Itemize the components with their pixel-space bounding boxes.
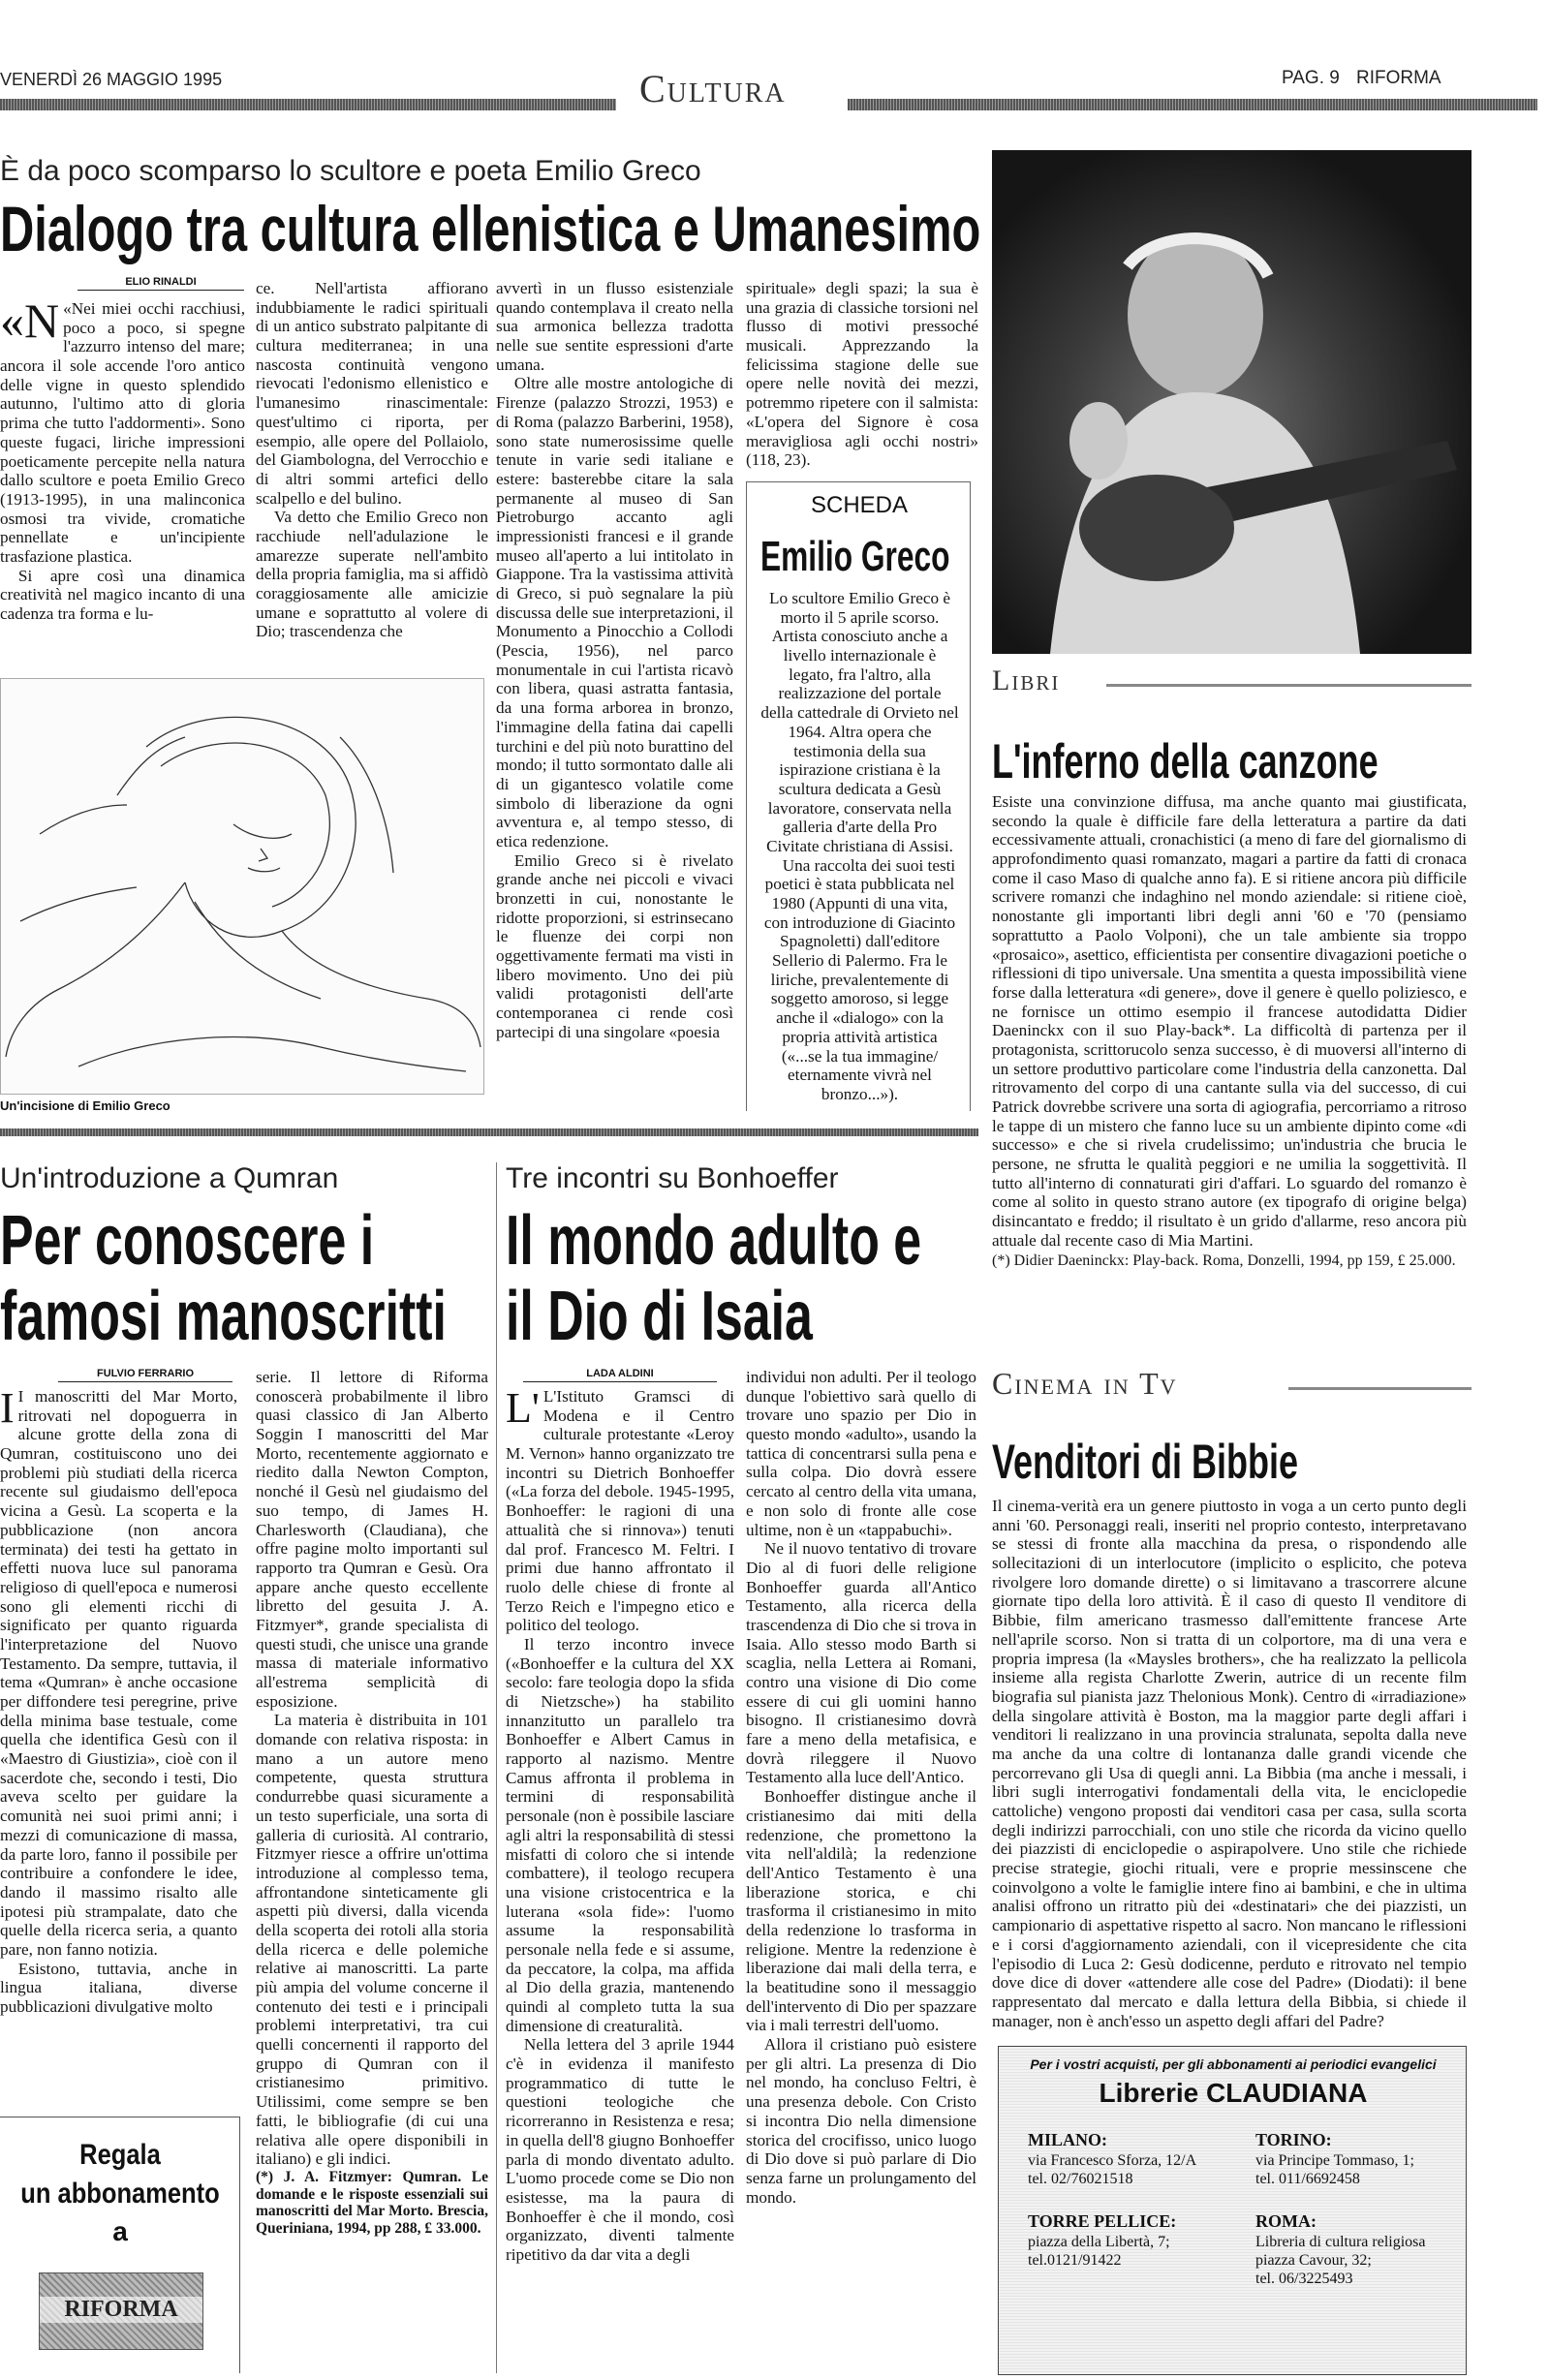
masthead-rule-right: [848, 99, 1537, 110]
riforma-logo-text: RIFORMA: [40, 2297, 202, 2323]
middle-rule: [0, 1128, 978, 1136]
qumran-kicker: Un'introduzione a Qumran: [0, 1162, 339, 1194]
greco-byline: ELIO RINALDI: [77, 276, 244, 291]
riforma-logo: [39, 2272, 203, 2350]
regala-box: [0, 2117, 240, 2373]
cinema-text: Il cinema-verità era un genere piuttosto in voga a un certo punto degli anni '60. Personaggi reali, inseriti nel proprio contesto, interpretavano se stessi di fronte alla macchina da presa, o rispondendo alle sollecitazioni di un interlocutore (implicito o esplicito, che poteva rivolgere loro domande dirette) o si limitavano a trascorrere alcune giornate tipo della loro attività. È il caso di questo Il venditore di Bibbie, film americano trasmesso dall'emittente francese Arte nell'aprile scorso. Non si tratta di un colportore, ma di una vera e propria impresa (la «Maysles brothers», che ha realizzato la pellicola insieme alla regista Charlotte Zwerin, autrice di un recente film biografia sul pianista jazz Thelonious Monk). Centro di «irradiazione» della singolare attività è Boston, ma la maggior parte degli affari i venditori li realizzano in una provincia stralunata, sepolta dalla neve ma anche da una coltre di lontananza dalle grandi vicende che percorrevano gli Usa di quegli anni. La Bibbia (ma anche i messali, i libri sugli interrogativi fondamentali della vita, le enciclopedie cattoliche) vengono proposti dai venditori casa per casa, sulla scorta degli indirizzi parrocchiali, con uno stile che ricorda da vicino quello dei piazzisti di enciclopedie o aspirapolvere. Uno stile che richiede precise strategie, giochi rituali, vere e proprie messinscene che coinvolgono a volte le famiglie intere fino ai bambini, e che in ultima analisi offrono un ritratto più dei «destinatari» che dei piazzisti, un campionario di aspettative rispetto al sacro. Non mancano le riflessioni e i corsi d'aggiornamento aziendali, con il vicepresidente che cita l'episodio di Luca 2: Gesù dodicenne, perduto e ritrovato nel tempio dove dice di dover «attendere alle cose del Padre» (Diodati): il bene rappresentato dal mercato e dalla lettura della Bibbia, si chiede il manager, non è anch'esso un aspetto degli affari del Padre?: [992, 1497, 1467, 2030]
store-address: via Principe Tommaso, 1;: [1255, 2151, 1414, 2169]
store-city: TORRE PELLICE:: [1028, 2211, 1177, 2231]
regala-line-3: a: [112, 2216, 128, 2246]
qumran-title-1: Per conoscere i: [0, 1202, 375, 1280]
regala-line-2: un abbonamento: [20, 2178, 220, 2210]
scheda-title: Emilio Greco: [760, 533, 950, 580]
libri-rule: [1106, 684, 1472, 687]
greco-col-4: spirituale» degli spazi; la sua è una grazia di classiche torsioni nel flusso di motivi pressoché musicali. Apprezzando la felicissima stagione delle sue opere nelle novità dei mezzi, potremmo ripetere con il salmista: «L'opera del Signore è cosa meravigliosa agli occhi nostri» (118, 23).: [746, 279, 978, 470]
scheda-box: [746, 481, 971, 1111]
ad-store-torre-pellice: [1028, 2211, 1246, 2270]
greco-title: Dialogo tra cultura ellenistica e Umanesimo: [0, 193, 981, 264]
qumran-col-1: I I manoscritti del Mar Morto, ritrovati nel dopoguerra in alcune grotte della zona di Qumran, costituiscono uno dei problemi più studiati della ricerca recente sul giudaismo dell'epoca vicina a Gesù. La scoperta e la pubblicazione (non ancora terminata) dei testi ha gettato in effetti nuova luce sul panorama religioso di quell'epoca e numerosi sono gli elementi ricchi di significato per quanto riguarda l'interpretazione del Nuovo Testamento. Da sempre, tuttavia, il tema «Qumran» è anche occasione per diffondere tesi peregrine, prive della minima base testuale, come quella che identifica Gesù con il «Maestro di Giustizia», cioè con il sacerdote che, secondo i testi, Dio aveva scelto per guidare la comunità nei suoi primi anni; i mezzi di comunicazione di massa, da parte loro, fanno il possibile per contribuire a confondere le idee, dando il massimo risalto alle ipotesi più strampalate, dato che quelle della ricerca seria, a quanto pare, non fanno notizia. Esistono, tuttavia, anche in lingua italiana, diverse pubblicazioni divulgative molto: [0, 1384, 237, 2016]
bonhoeffer-col-2: individui non adulti. Per il teologo dunque l'obiettivo sarà quello di trovare uno spazio per Dio in questo mondo «adulto», usando la tattica di concentrarsi sulla pena e sulla colpa. Dio dovrà essere cercato al centro della vita umana, e non solo di fronte alle cose ultime, non è un «tappabuchi». Ne il nuovo tentativo di trovare Dio al di fuori delle religione Bonhoeffer guarda all'Antico Testamento, alla ricerca della trascendenza di Dio che si trova in Isaia. Allo stesso modo Barth si scaglia, nella Lettera ai Romani, contro una visione di Dio come essere di cui gli uomini hanno bisogno. Il cristianesimo dovrà fare a meno della metafisica, e dovrà rileggere il Nuovo Testamento alla luce dell'Antico. Bonhoeffer distingue anche il cristianesimo dai miti della redenzione, che promettono la vita nell'aldilà; la redenzione dell'Antico Testamento è una liberazione storica, e chi trasforma il cristianesimo in mito della redenzione lo trasforma in religione. Mentre la redenzione è liberazione dai mali della terra, e la beatitudine sono il messaggio dell'intervento di Dio per spazzare via i mali terrestri dell'uomo. Allora il cristiano può esistere per gli altri. La presenza di Dio nel mondo, ha concluso Feltri, è una presenza debole. Con Cristo si incontra Dio nella dimensione storica del crocifisso, unico luogo di Dio dove si può parlare di Dio senza farne un prolungamento del mondo.: [746, 1368, 976, 2207]
greco-col-3: avvertì in un flusso esistenziale quando contemplava il creato nella sua armonica bellezza tradotta nelle sue sentite espressioni d'arte umana. Oltre alle mostre antologiche di Firenze (palazzo Strozzi, 1953) e di Roma (palazzo Barberini, 1958), sono state numerosissime quelle tenute in varie sedi italiane e estere: basterebbe citare la sala permanente al museo di San Pietroburgo accanto agli impressionisti francesi e il grande museo all'aperto a lui intitolato in Giappone. Tra la vastissima attività di Greco, si può segnalare la più discussa delle sue interpretazioni, il Monumento a Pinocchio a Collodi (Pescia, 1956), nel parco monumentale in cui l'artista ricavò con libera, quasi astratta fantasia, da una forma arborea in bronzo, l'immagine della fatina dai capelli turchini e del più noto burattino del mondo; il tutto sormontato dalle ali di un gigantesco volatile come simbolo di liberazione da ogni avventura e, al tempo stesso, di etica redenzione. Emilio Greco si è rivelato grande anche nei piccoli e vivaci bronzetti in cui, nonostante le ridotte proporzioni, si estrinsecano le fluenze dei corpi non oggettivamente fermati ma visti in libero movimento. Uno dei più validi protagonisti dell'arte contemporanea ci rende così partecipi di una singolare «poesia: [496, 279, 733, 1041]
masthead: [0, 56, 1549, 114]
cinema-title: Venditori di Bibbie: [992, 1435, 1299, 1489]
dropcap: «N: [0, 294, 60, 348]
ad-store-milano: [1028, 2130, 1231, 2188]
store-address: piazza della Libertà, 7;: [1028, 2233, 1170, 2250]
section-title: Cultura: [639, 67, 787, 110]
store-city: MILANO:: [1028, 2130, 1107, 2149]
store-phone: tel. 011/6692458: [1255, 2170, 1360, 2187]
bonhoeffer-title-1: Il mondo adulto e: [506, 1202, 922, 1280]
libri-text: Esiste una convinzione diffusa, ma anche quanto mai giustificata, secondo la quale è difficile fare della letteratura a partire da dati eccessivamente attuali, cronachistici (a meno di fare del giornalismo di approfondimento quasi romanzato, magari a partire da fatti di cronaca come il caso Maso di qualche anno fa). E si ritiene ancora più difficile scrivere romanzi che indaghino nel mondo aziendale: si ritiene cioè, nonostante gli importanti libri degli anni '60 e '70 (pensiamo soprattutto a Paolo Volponi), che un tale ambiente sia troppo «prosaico», asettico, efficientista per consentire divagazioni poetiche o riflessioni di tipo universale. Una smentita a questa impossibilità viene forse dalla letteratura «di genere», dove il genere è quello poliziesco, e ne fornisce un ottimo esempio il francese autodidatta Didier Daeninckx con il suo Play-back*. La difficoltà di partenza per il protagonista, scrittorucolo senza successo, è di muoversi all'interno di un settore produttivo particolare come l'industria della canzonetta. Dal ritrovamento del corpo di una cantante sulla via del successo, di cui Patrick dovrebbe scrivere una sorta di agiografia, percorriamo a ritroso le tappe di un mistero che fanno luce su un ambiente dipinto come «di successo» e che si rivela crudelissimo; un'industria che brucia le persone, ne sfrutta le qualità peggiori e ne umilia la soggettività. Il tutto all'interno di connaturati giri d'affari. Lo sguardo del romanzo è come al solito in questo strano autore (ex tipografo di origine belga) disincantato e freddo; il risultato è un grido d'allarme, reso ancora più attuale dal recente caso di Mia Martini. (*) Didier Daeninckx: Play-back. Roma, Donzelli, 1994, pp 159, £ 25.000.: [992, 792, 1467, 1269]
store-phone: tel.0121/91422: [1028, 2251, 1122, 2269]
cinema-section-title: Cinema in Tv: [992, 1366, 1178, 1401]
ad-store-torino: [1255, 2130, 1459, 2188]
scheda-label: SCHEDA: [810, 492, 909, 518]
store-city: TORINO:: [1255, 2130, 1332, 2149]
dropcap: I: [0, 1384, 15, 1432]
issue-date: VENERDÌ 26 MAGGIO 1995: [0, 70, 223, 89]
greco-kicker: È da poco scomparso lo scultore e poeta Emilio Greco: [0, 155, 701, 187]
bonhoeffer-kicker: Tre incontri su Bonhoeffer: [506, 1162, 839, 1194]
masthead-rule-left: [0, 99, 616, 110]
bonhoeffer-byline: LADA ALDINI: [523, 1368, 717, 1382]
qumran-byline: FULVIO FERRARIO: [58, 1368, 232, 1382]
ad-store-roma: [1255, 2211, 1459, 2288]
qumran-title-2: famosi manoscritti: [0, 1278, 447, 1355]
dropcap: L': [506, 1384, 540, 1432]
store-phone: tel. 06/3225493: [1255, 2270, 1353, 2287]
store-phone: tel. 02/76021518: [1028, 2170, 1133, 2187]
column-separator: [496, 1162, 497, 2373]
regala-line-1: Regala: [79, 2139, 161, 2171]
bonhoeffer-col-1: L' L'Istituto Gramsci di Modena e il Centro culturale protestante «Leroy M. Vernon» hanno organizzato tre incontri su Dietrich Bonhoeffer («La forza del debole. 1945-1995, Bonhoeffer: le ragioni di una attualità che si rinnova») tenuti dal prof. Francesco M. Feltri. I primi due hanno affrontato il ruolo delle chiese di fronte al Terzo Reich e l'impegno etico e politico del teologo. Il terzo incontro invece («Bonhoeffer e la cultura del XX secolo: fare teologia dopo la sfida di Nietzsche») ha stabilito innanzitutto un parallelo tra Bonhoeffer e Albert Camus in rapporto al nazismo. Mentre Camus affronta il problema in termini di responsabilità personale (non è possibile lasciare agli altri la responsabilità di stessi misfatti di coloro che si intende combattere), il teologo recupera una visione cristocentrica e la luterana «sola fide»: l'uomo assume la responsabilità personale nella fede e si assume, da peccatore, la colpa, ma affida al Dio della grazia, mantenendo quindi al completo tutta la sua dimensione di creaturalità. Nella lettera del 3 aprile 1944 c'è in evidenza il manifesto programmatico di tutte le questioni teologiche che ricorreranno in Resistenza e resa; in quella dell'8 giugno Bonhoeffer parla di mondo diventato adulto. L'uomo procede come se Dio non esistesse, ma la paura di Bonhoeffer è che il mondo, così organizzato, diventi talmente ripetitivo da dar vita a degli: [506, 1384, 734, 2264]
scheda-text: Lo scultore Emilio Greco è morto il 5 aprile scorso. Artista conosciuto anche a livello internazionale è legato, fra l'altro, alla realizzazione del portale della cattedrale di Orvieto nel 1964. Altra opera che testimonia della sua ispirazione cristiana è la scultura dedicata a Gesù lavoratore, conservata nella galleria d'arte della Pro Civitate christiana di Assisi. Una raccolta dei suoi testi poetici è stata pubblicata nel 1980 (Appunti di una vita, con introduzione di Giacinto Spagnoletti) dall'editore Sellerio di Palermo. Fra le liriche, prevalentemente di soggetto amoroso, si legge anche il «dialogo» con la propria attività artistica («...se la tua immagine/ eternamente vivrà nel bronzo...»).: [760, 589, 959, 1103]
libri-section-title: Libri: [992, 665, 1061, 696]
greco-col-2: ce. Nell'artista affiorano indubbiamente le radici spirituali di un antico substrato palpitante di cultura mediterranea; in una nascosta continuità vengono rievocati l'edonismo ellenistico e l'umanesimo rinascimentale: quest'ultimo ci riporta, per esempio, alle opere del Pollaiolo, del Giambologna, del Verrocchio e di altri sommi artefici dello scalpello e del bulino. Va detto che Emilio Greco non racchiude nell'adulazione le amarezze superate nell'ambito della propria famiglia, ma si affidò coraggiosamente alle amicizie umane e soprattutto al volere di Dio; trascendenza che: [256, 279, 488, 641]
qumran-col-2: serie. Il lettore di Riforma conoscerà probabilmente il libro quasi classico di Jan Alberto Soggin I manoscritti del Mar Morto, recentemente aggiornato e riedito dalla Newton Compton, nonché il Gesù nel giudaismo del suo tempo, di James H. Charlesworth (Claudiana), che offre pagine molto importanti sul rapporto tra Qumran e Gesù. Ora appare anche questo eccellente libretto del gesuita J. A. Fitzmyer*, grande specialista di questi studi, che unisce una grande massa di materiale informativo all'estrema semplicità di esposizione. La materia è distribuita in 101 domande con relativa risposta: in mano a un autore meno competente, questa struttura condurrebbe quasi sicuramente a un testo superficiale, una sorta di galleria di curiosità. Al contrario, Fitzmyer riesce a offrire un'ottima introduzione al complesso tema, affrontandone sinteticamente gli aspetti più diversi, dalla vicenda della scoperta dei rotoli alla storia della ricerca e delle polemiche relative ai manoscritti. La parte più ampia del volume concerne il contenuto dei testi e i principali problemi interpretativi, tra cui quelli concernenti il rapporto del gruppo di Qumran con il cristianesimo primitivo. Utilissimi, come sempre se ben fatti, le bibliografie (di cui una relativa alle opere disponibili in italiano) e gli indici. (*) J. A. Fitzmyer: Qumran. Le domande e le risposte essenziali sui manoscritti del Mar Morto. Brescia, Queriniana, 1994, pp 288, £ 33.000.: [256, 1368, 488, 2238]
photo-image: [992, 150, 1472, 654]
cinema-rule: [1288, 1387, 1472, 1390]
libri-title: L'inferno della canzone: [992, 734, 1379, 788]
greco-caption: Un'incisione di Emilio Greco: [0, 1098, 170, 1113]
paper-name: RIFORMA: [1356, 68, 1441, 88]
photo-guitarist: [992, 150, 1472, 654]
page-number: PAG. 9: [1282, 68, 1340, 88]
store-city: ROMA:: [1255, 2211, 1317, 2231]
greco-col-1: «N «Nei miei occhi racchiusi, poco a poco, si spegne l'azzurro intenso del mare; ancora il sole accende l'oro antico delle vigne in questo splendido autunno, l'ultimo atto di gloria prima che tutto l'addormenti». Sono queste fugaci, liriche impressioni poeticamente percepite nella natura dallo scultore e poeta Emilio Greco (1913-1995), in una malinconica osmosi tra vivide, cromatiche pennellate e un'incipiente trasfazione plastica. Si apre così una dinamica creatività nel magico incanto di una cadenza tra forma e lu-: [0, 294, 245, 623]
store-address: via Francesco Sforza, 12/A: [1028, 2151, 1197, 2169]
ad-name: Librerie CLAUDIANA: [1099, 2078, 1368, 2108]
engraving-drawing: [1, 679, 485, 1096]
claudiana-ad: [998, 2046, 1467, 2375]
greco-engraving: [0, 678, 484, 1095]
ad-top-line: Per i vostri acquisti, per gli abbonamenti ai periodici evangelici: [1030, 2056, 1437, 2072]
bonhoeffer-title-2: il Dio di Isaia: [506, 1278, 813, 1355]
store-address: Libreria di cultura religiosa piazza Cavour, 32;: [1255, 2233, 1426, 2269]
